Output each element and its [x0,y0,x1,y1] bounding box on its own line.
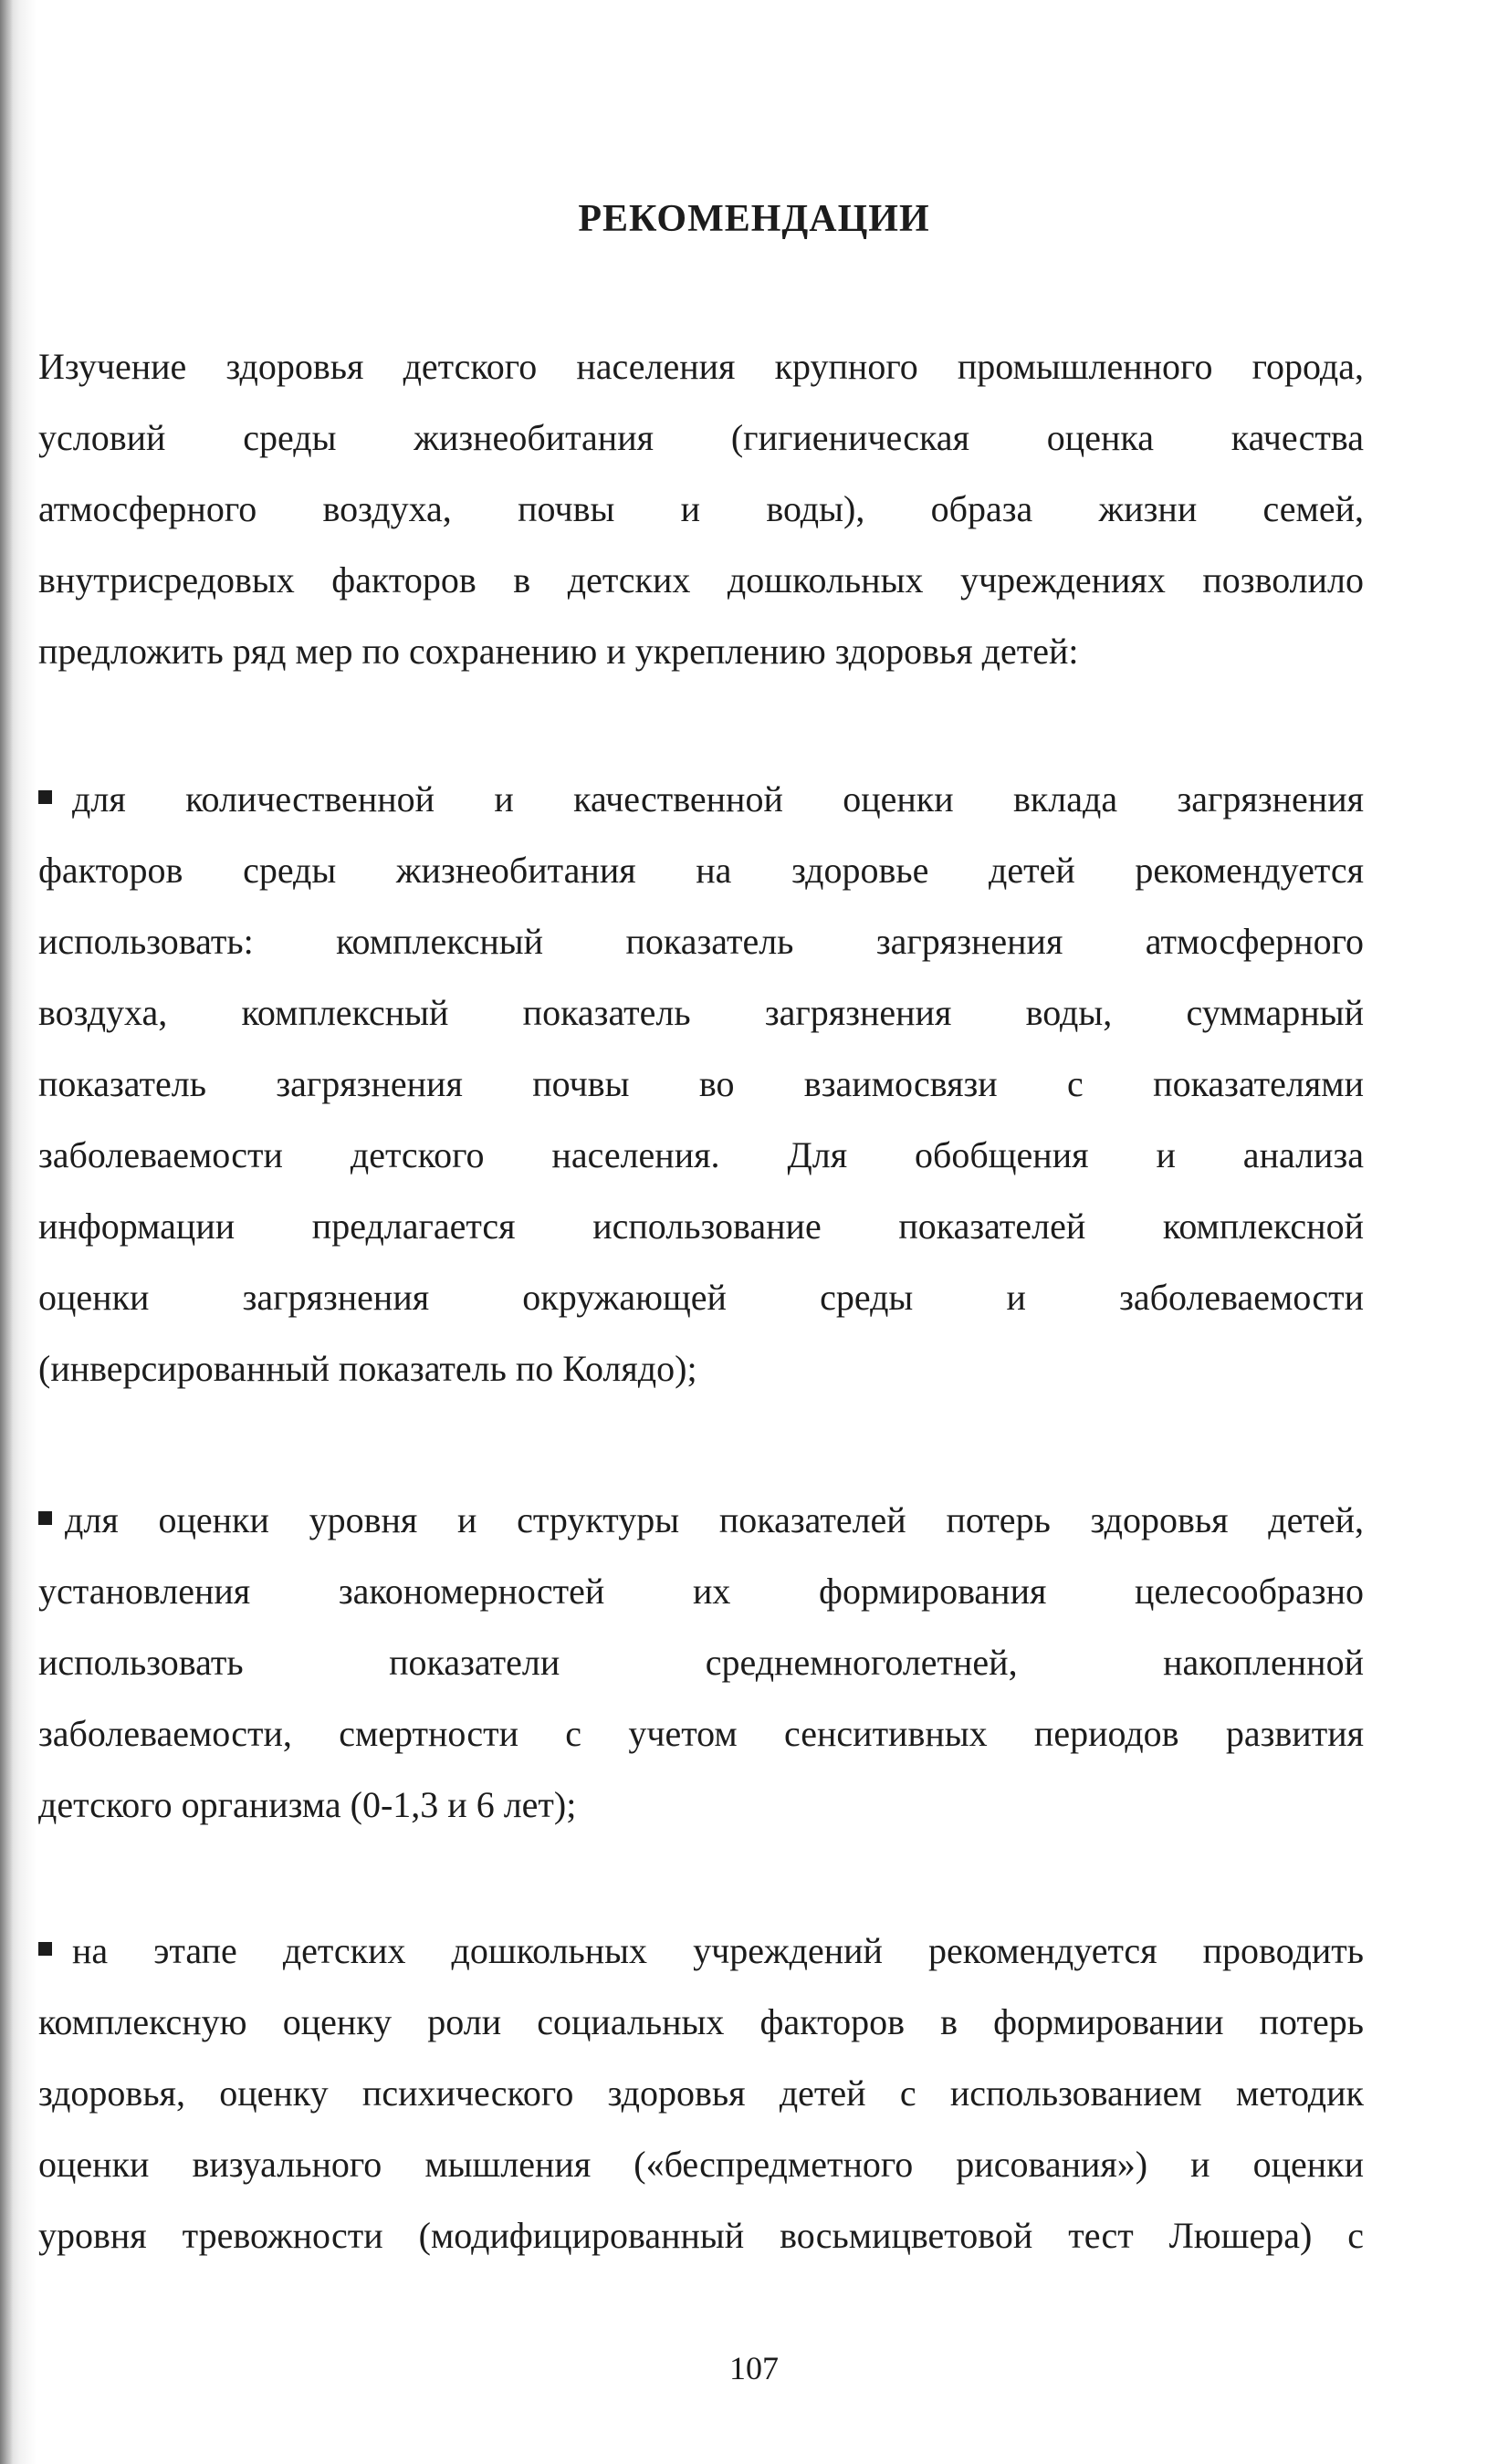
bullet-1-line-7: информации предлагается использование показателей комплексной [38,1206,1364,1247]
bullet-2-line-5: детского организма (0-1,3 и 6 лет); [38,1784,577,1825]
bullet-2-line-3: использовать показатели среднемноголетней, накопленной [38,1642,1364,1683]
bullet-2-line-2: установления закономерностей их формирования целесообразно [38,1571,1364,1612]
intro-line-4: внутрисредовых факторов в детских дошкольных учреждениях позволило [38,559,1364,600]
book-spine-shadow [0,0,13,2464]
bullet-square-icon [38,790,52,804]
bullet-3-line-1: на этапе детских дошкольных учреждений рекомендуется проводить [72,1930,1364,1971]
bullet-1-line-3: использовать: комплексный показатель загрязнения атмосферного [38,921,1364,962]
intro-line-1: Изучение здоровья детского населения крупного промышленного города, [38,346,1364,387]
bullet-3-line-2: комплексную оценку роли социальных факторов в формировании потерь [38,2001,1364,2042]
page-number: 107 [729,2350,779,2386]
bullet-3-line-3: здоровья, оценку психического здоровья детей с использованием методик [38,2072,1364,2114]
bullet-2-line-1: для оценки уровня и структуры показателей потерь здоровья детей, [65,1499,1364,1540]
bullet-1-line-1: для количественной и качественной оценки вклада загрязнения [72,778,1364,820]
bullet-item-3-first-line [38,1930,1364,1971]
page-heading: РЕКОМЕНДАЦИИ [578,198,930,240]
bullet-item-2-first-line [38,1499,1364,1540]
bullet-1-line-2: факторов среды жизнеобитания на здоровье детей рекомендуется [38,850,1364,891]
bullet-item-1-first-line [38,778,1364,820]
bullet-3-line-4: оценки визуального мышления («беспредметного рисования») и оценки [38,2144,1364,2185]
intro-line-2: условий среды жизнеобитания (гигиеническая оценка качества [38,417,1364,458]
bullet-1-line-6: заболеваемости детского населения. Для обобщения и анализа [38,1134,1364,1175]
bullet-square-icon [38,1511,52,1525]
bullet-1-line-4: воздуха, комплексный показатель загрязнения воды, суммарный [38,992,1364,1033]
bullet-1-line-5: показатель загрязнения почвы во взаимосвязи с показателями [38,1063,1364,1104]
bullet-square-icon [38,1942,52,1956]
intro-line-5: предложить ряд мер по сохранению и укреплению здоровья детей: [38,631,1079,672]
bullet-2-line-4: заболеваемости, смертности с учетом сенситивных периодов развития [38,1713,1364,1754]
bullet-3-line-5: уровня тревожности (модифицированный восьмицветовой тест Люшера) с [38,2215,1364,2256]
intro-line-3: атмосферного воздуха, почвы и воды), образа жизни семей, [38,488,1364,529]
bullet-1-line-8: оценки загрязнения окружающей среды и заболеваемости [38,1277,1364,1318]
bullet-1-line-9: (инверсированный показатель по Колядо); [38,1348,697,1389]
